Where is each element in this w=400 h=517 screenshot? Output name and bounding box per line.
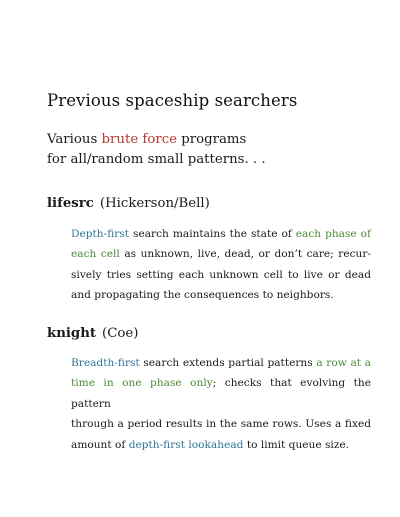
description-text: amount of [71, 438, 129, 451]
program-author-knight: (Coe) [102, 326, 139, 341]
description-line [71, 224, 371, 244]
description-text: ; checks that evolving the pattern [71, 377, 372, 410]
intro-text [47, 130, 266, 170]
description-line [71, 265, 371, 285]
description-line [71, 353, 371, 373]
highlighted-phrase: Depth-first [71, 228, 130, 240]
description-text: as unknown, live, dead, or don’t care; recur- [119, 248, 371, 261]
description-line [71, 285, 371, 305]
knight-description [71, 353, 371, 455]
intro-line1-pre: Various [47, 132, 102, 147]
slide-title: Previous spaceship searchers [47, 91, 298, 110]
description-line [71, 373, 371, 414]
brute-force-highlight: brute force [101, 132, 178, 147]
description-text: through a period results in the same rows. Uses a fixed [71, 418, 371, 431]
highlighted-phrase: time in one phase only [71, 377, 213, 390]
description-text: search extends partial patterns [139, 357, 317, 369]
program-name-lifesrc: lifesrc [47, 196, 94, 211]
knight-heading [47, 326, 138, 341]
lifesrc-heading [47, 196, 210, 211]
description-text: to limit queue size. [243, 438, 350, 451]
highlighted-phrase: depth-first lookahead [128, 438, 244, 451]
highlighted-phrase: each phase of [295, 228, 371, 240]
program-name-knight: knight [47, 326, 97, 341]
highlighted-phrase: Breadth-first [71, 357, 140, 369]
description-line [71, 414, 371, 434]
highlighted-phrase: a row at a [316, 357, 371, 369]
highlighted-phrase: each cell [71, 248, 120, 261]
intro-line2: for all/random small patterns. . . [47, 152, 266, 167]
lifesrc-description [71, 224, 371, 306]
description-text: and propagating the consequences to neighbors. [71, 289, 334, 302]
program-author-lifesrc: (Hickerson/Bell) [99, 196, 210, 211]
description-line [71, 435, 371, 455]
intro-line1-post: programs [177, 132, 247, 147]
description-text: search maintains the state of [129, 228, 296, 240]
description-text: sively tries setting each unknown cell to live or dead [71, 268, 371, 281]
description-line [71, 244, 371, 264]
